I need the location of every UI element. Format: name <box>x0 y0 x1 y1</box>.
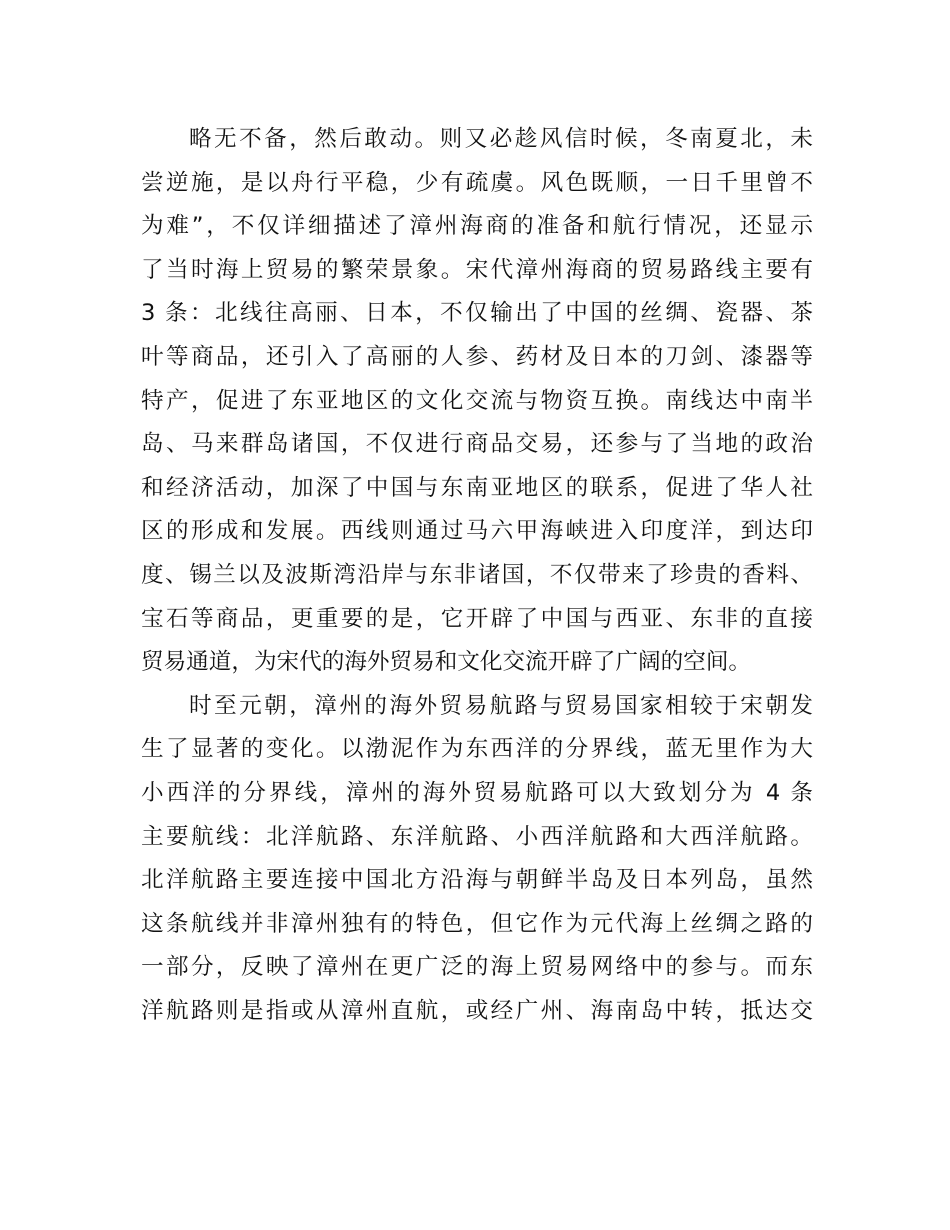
paragraph-line: 了当时海上贸易的繁荣景象。宋代漳州海商的贸易路线主要有 <box>141 256 813 283</box>
paragraph-line: 岛、马来群岛诸国，不仅进行商品交易，还参与了当地的政治 <box>141 431 813 458</box>
paragraph-line: 洋航路则是指或从漳州直航，或经广州、海南岛中转，抵达交 <box>141 997 813 1024</box>
paragraph-line: 为难”，不仅详细描述了漳州海商的准备和航行情况，还显示 <box>141 213 813 240</box>
paragraph-line: 区的形成和发展。西线则通过马六甲海峡进入印度洋，到达印 <box>141 518 813 545</box>
paragraph-line: 和经济活动，加深了中国与东南亚地区的联系，促进了华人社 <box>141 474 813 501</box>
paragraph-line: 3 条：北线往高丽、日本，不仅输出了中国的丝绸、瓷器、茶 <box>141 300 813 327</box>
paragraph-2 <box>141 685 813 1034</box>
paragraph-line: 略无不备，然后敢动。则又必趁风信时候，冬南夏北，未 <box>189 126 813 152</box>
paragraph-line: 贸易通道，为宋代的海外贸易和文化交流开辟了广阔的空间。 <box>141 649 752 676</box>
paragraph-line: 小西洋的分界线，漳州的海外贸易航路可以大致划分为 4 条 <box>141 779 813 806</box>
paragraph-1 <box>141 118 813 685</box>
paragraph-line: 宝石等商品，更重要的是，它开辟了中国与西亚、东非的直接 <box>141 605 813 632</box>
paragraph-line: 特产，促进了东亚地区的文化交流与物资互换。南线达中南半 <box>141 387 813 414</box>
paragraph-line: 北洋航路主要连接中国北方沿海与朝鲜半岛及日本列岛，虽然 <box>141 867 813 894</box>
paragraph-line: 生了显著的变化。以渤泥作为东西洋的分界线，蓝无里作为大 <box>141 736 813 763</box>
paragraph-line: 叶等商品，还引入了高丽的人参、药材及日本的刀剑、漆器等 <box>141 343 813 370</box>
paragraph-line: 一部分，反映了漳州在更广泛的海上贸易网络中的参与。而东 <box>141 954 813 981</box>
paragraph-line: 这条航线并非漳州独有的特色，但它作为元代海上丝绸之路的 <box>141 910 813 937</box>
paragraph-line: 主要航线：北洋航路、东洋航路、小西洋航路和大西洋航路。 <box>141 823 813 850</box>
document-page <box>141 118 813 1033</box>
paragraph-line: 尝逆施，是以舟行平稳，少有疏虞。风色既顺，一日千里曾不 <box>141 169 813 196</box>
paragraph-line: 度、锡兰以及波斯湾沿岸与东非诸国，不仅带来了珍贵的香料、 <box>141 561 813 588</box>
paragraph-line: 时至元朝，漳州的海外贸易航路与贸易国家相较于宋朝发 <box>189 692 813 719</box>
